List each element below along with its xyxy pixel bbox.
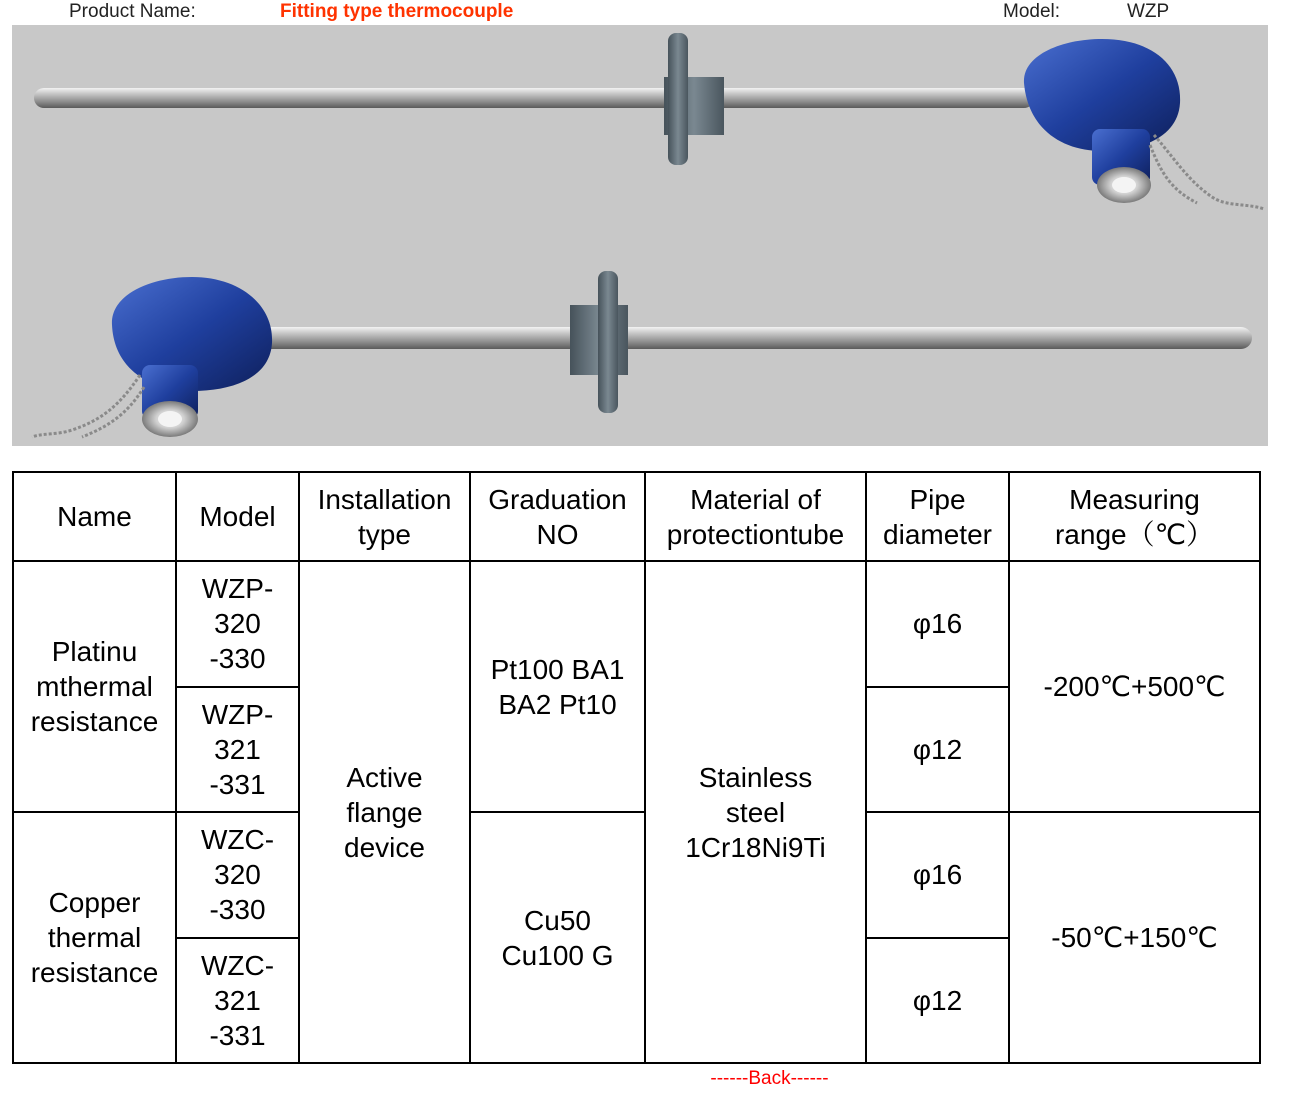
back-link[interactable]: ------Back------ — [710, 1068, 829, 1089]
col-header-material: Material of protectiontube — [645, 472, 866, 561]
pipe-diameter-cell: φ16 — [866, 561, 1009, 687]
pipe-diameter-cell: φ16 — [866, 812, 1009, 938]
model-value: WZP — [1127, 1, 1170, 22]
name-cell-copper: Copper thermal resistance — [13, 812, 176, 1063]
measuring-range-cell-copper: -50℃+150℃ — [1009, 812, 1260, 1063]
model-cell: WZP- 321 -331 — [176, 687, 299, 813]
col-header-graduation-no: Graduation NO — [470, 472, 645, 561]
product-photo — [12, 25, 1268, 446]
col-header-pipe-diameter: Pipe diameter — [866, 472, 1009, 561]
product-name-label: Product Name: — [69, 1, 196, 22]
col-header-name: Name — [13, 472, 176, 561]
col-header-installation-type: Installation type — [299, 472, 470, 561]
thermocouple-illustration — [12, 25, 1268, 446]
bottom-thermocouple — [32, 271, 1252, 437]
graduation-cell-platinum: Pt100 BA1 BA2 Pt10 — [470, 561, 645, 812]
model-cell: WZP- 320 -330 — [176, 561, 299, 687]
measuring-range-cell-platinum: -200℃+500℃ — [1009, 561, 1260, 812]
col-header-measuring-range: Measuring range（℃） — [1009, 472, 1260, 561]
pipe-diameter-cell: φ12 — [866, 938, 1009, 1064]
product-header — [0, 0, 1289, 26]
pipe-diameter-cell: φ12 — [866, 687, 1009, 813]
product-name-value: Fitting type thermocouple — [280, 1, 514, 22]
table-header-row — [13, 472, 1260, 561]
name-cell-platinum: Platinu mthermal resistance — [13, 561, 176, 812]
graduation-cell-copper: Cu50 Cu100 G — [470, 812, 645, 1063]
table-row — [13, 812, 1260, 938]
top-thermocouple — [34, 33, 1264, 209]
material-cell: Stainless steel 1Cr18Ni9Ti — [645, 561, 866, 1063]
installation-type-cell: Active flange device — [299, 561, 470, 1063]
model-cell: WZC- 320 -330 — [176, 812, 299, 938]
table-row — [13, 561, 1260, 687]
col-header-model: Model — [176, 472, 299, 561]
model-label: Model: — [1003, 1, 1061, 22]
spec-table — [12, 471, 1261, 1064]
model-cell: WZC- 321 -331 — [176, 938, 299, 1064]
